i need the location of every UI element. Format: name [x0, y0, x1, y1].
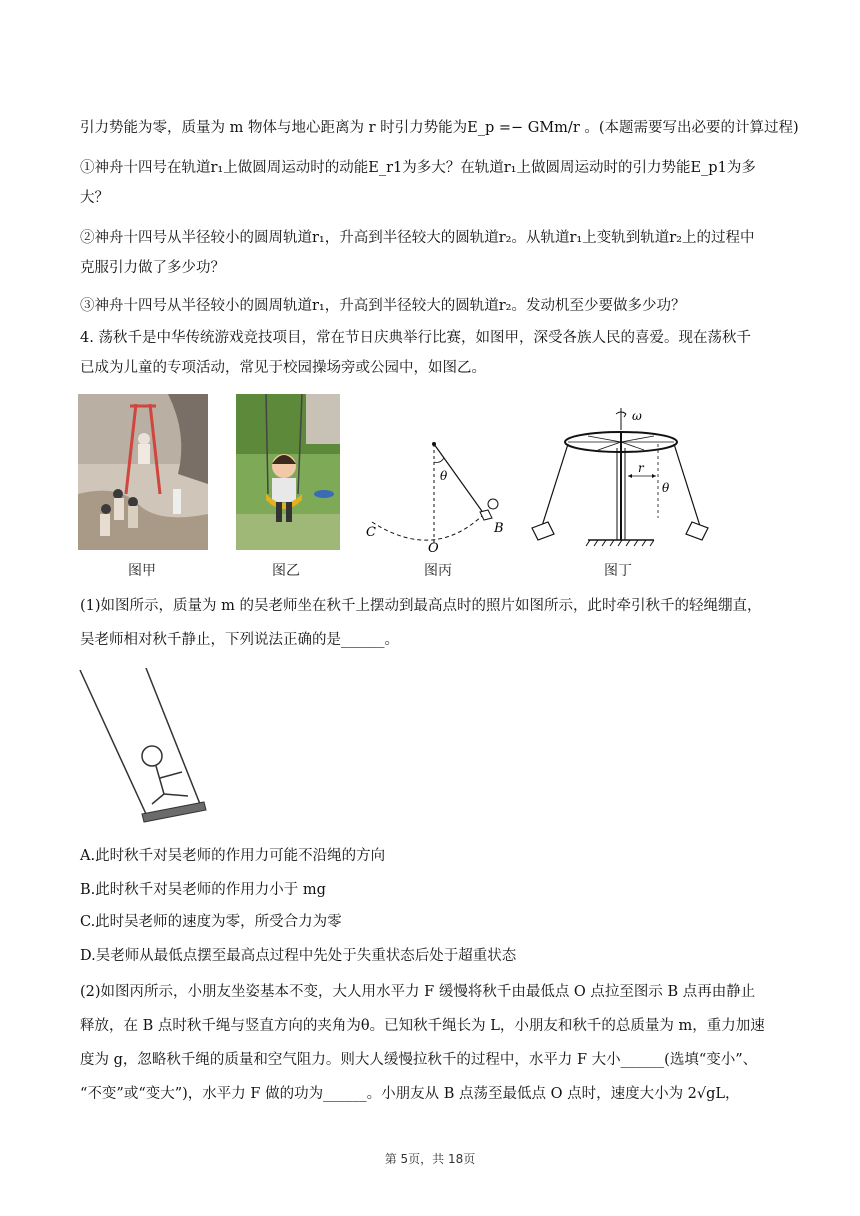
question2-line3: 度为 g，忽略秋千绳的质量和空气阻力。则大人缓慢拉秋千的过程中，水平力 F 大小______(选填“变小”、	[80, 1052, 758, 1068]
text-line-8: 已成为儿童的专项活动，常见于校园操场旁或公园中，如图乙。	[80, 360, 486, 376]
text-line-3: 大？	[80, 190, 109, 206]
figure-teacher-swing	[76, 664, 216, 824]
question1-line1: (1)如图所示，质量为 m 的吴老师坐在秋千上摆动到最高点时的照片如图所示，此时牵引秋千的轻绳绷直，	[80, 598, 762, 614]
ding-r-label: r	[638, 461, 644, 475]
text-line-5: 克服引力做了多少功？	[80, 260, 225, 276]
figure-jia-painting	[78, 394, 208, 550]
option-d: D.吴老师从最低点摆至最高点过程中先处于失重状态后处于超重状态	[80, 948, 517, 964]
page-footer: 第 5页，共 18页	[384, 1152, 476, 1166]
option-c: C.此时吴老师的速度为零，所受合力为零	[80, 914, 342, 930]
bing-label-C: C	[366, 525, 376, 540]
ding-omega-label: ω	[632, 409, 642, 423]
caption-ding: 图丁	[604, 563, 632, 579]
text-line-7: 4. 荡秋千是中华传统游戏竞技项目，常在节日庆典举行比赛，如图甲，深受各族人民的喜爱。现在荡秋千	[80, 330, 751, 346]
option-b: B.此时秋千对吴老师的作用力小于 mg	[80, 882, 326, 898]
caption-bing: 图丙	[424, 563, 452, 579]
caption-jia: 图甲	[128, 563, 156, 579]
caption-yi: 图乙	[272, 563, 300, 579]
figure-ding-diagram	[528, 408, 714, 554]
question1-line2: 吴老师相对秋千静止，下列说法正确的是______。	[80, 632, 399, 648]
text-line-2: ①神舟十四号在轨道r₁上做圆周运动时的动能E_r1为多大？在轨道r₁上做圆周运动时的引力势能E_p1为多	[80, 160, 756, 176]
figure-yi-photo	[236, 394, 340, 550]
text-line-6: ③神舟十四号从半径较小的圆周轨道r₁，升高到半径较大的圆轨道r₂。发动机至少要做多少功？	[80, 298, 686, 314]
ding-theta-label: θ	[662, 481, 670, 495]
bing-label-B: B	[494, 521, 504, 536]
text-line-1: 引力势能为零，质量为 m 物体与地心距离为 r 时引力势能为E_p =− GMm/r 。(本题需要写出必要的计算过程)	[80, 120, 799, 136]
question2-line1: (2)如图丙所示，小朋友坐姿基本不变，大人用水平力 F 缓慢将秋千由最低点 O 点拉至图示 B 点再由静止	[80, 984, 756, 1000]
bing-theta-label: θ	[440, 469, 448, 483]
figure-bing-diagram	[360, 440, 520, 552]
bing-label-O: O	[428, 541, 439, 552]
text-line-4: ②神舟十四号从半径较小的圆周轨道r₁，升高到半径较大的圆轨道r₂。从轨道r₁上变轨到轨道r₂上的过程中	[80, 230, 755, 246]
question2-line4: “不变”或“变大”)，水平力 F 做的功为______。小朋友从 B 点荡至最低点 O 点时，速度大小为 2√gL，	[80, 1086, 740, 1102]
option-a: A.此时秋千对吴老师的作用力可能不沿绳的方向	[80, 848, 386, 864]
question2-line2: 释放，在 B 点时秋千绳与竖直方向的夹角为θ。已知秋千绳长为 L，小朋友和秋千的总质量为 m，重力加速	[80, 1018, 765, 1034]
